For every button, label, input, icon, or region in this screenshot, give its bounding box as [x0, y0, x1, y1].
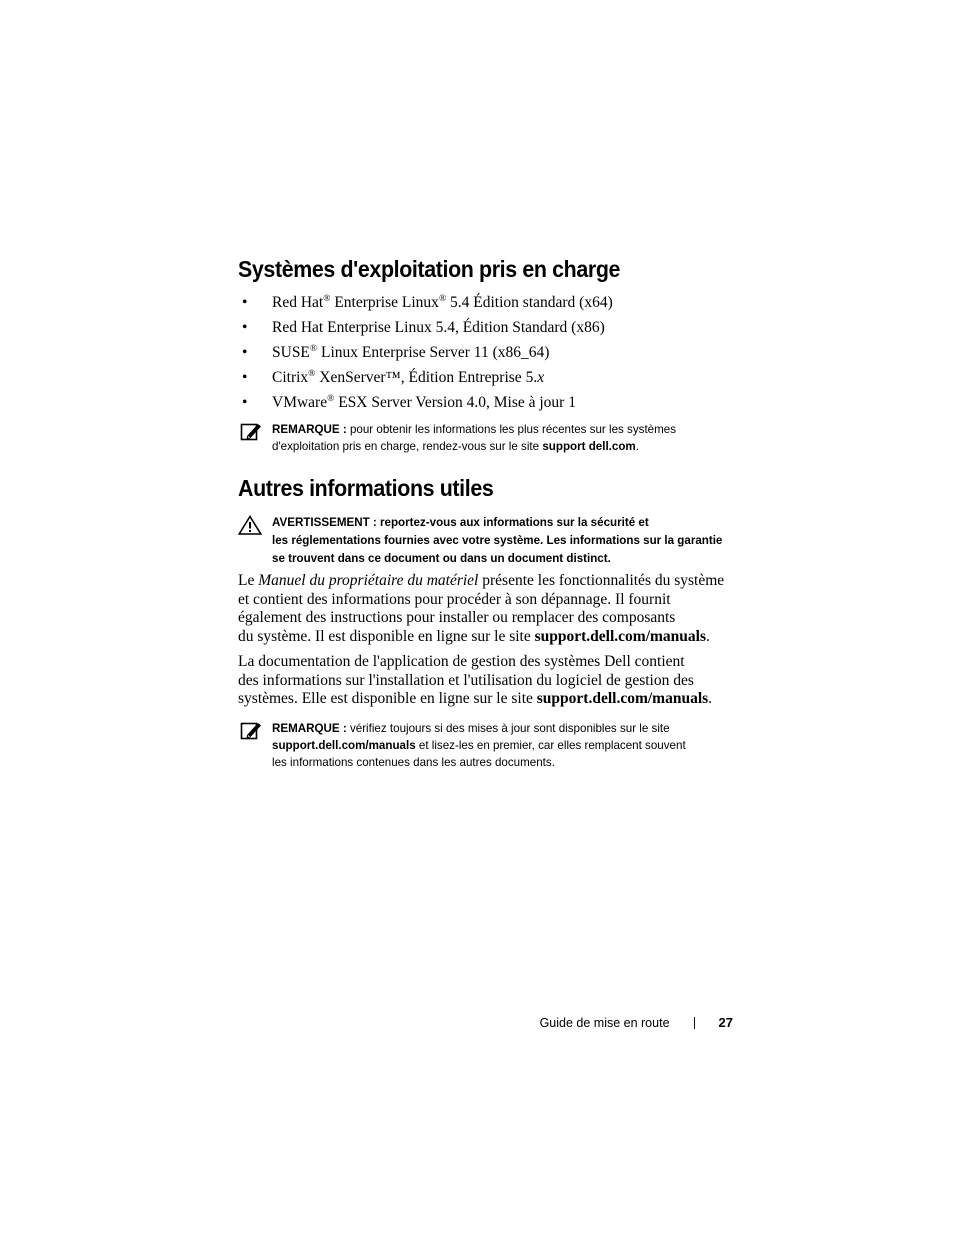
- page-number: 27: [718, 1015, 733, 1030]
- pencil-note-icon: [240, 421, 262, 443]
- para-text: La documentation de l'application de gestion des systèmes Dell contient: [238, 653, 685, 670]
- para-text: et contient des informations pour procéder à son dépannage. Il fournit: [238, 590, 671, 608]
- list-item: [238, 342, 613, 367]
- warning-text: reportez-vous aux informations sur la sécurité et: [380, 516, 649, 529]
- list-item: [238, 367, 613, 392]
- note-text: et lisez-les en premier, car elles remplacent souvent: [415, 739, 686, 752]
- warning-text: se trouvent dans ce document ou dans un document distinct.: [272, 552, 611, 565]
- registered-mark: ®: [438, 294, 447, 304]
- list-item: [238, 392, 613, 417]
- list-item: [238, 317, 613, 342]
- item-text: XenServer™, Édition Entreprise 5.: [315, 369, 538, 386]
- note-text: pour obtenir les informations les plus récentes sur les systèmes: [349, 423, 677, 436]
- page-footer: [540, 1015, 733, 1030]
- bullet: •: [242, 369, 248, 386]
- warning-text: les réglementations fournies avec votre système. Les informations sur la garantie: [272, 534, 723, 547]
- list-item: [238, 292, 613, 317]
- item-text: 5.4 Édition standard (x64): [446, 294, 613, 311]
- note-label: REMARQUE :: [272, 423, 347, 436]
- bullet: •: [242, 394, 248, 411]
- registered-mark: ®: [308, 369, 316, 379]
- footer-title: Guide de mise en route: [539, 1015, 670, 1030]
- note-label: REMARQUE :: [272, 722, 347, 735]
- registered-mark: ®: [309, 344, 318, 354]
- manuals-link[interactable]: support.dell.com/manuals: [536, 690, 709, 708]
- registered-mark: ®: [323, 294, 331, 304]
- item-text: Red Hat: [272, 294, 324, 311]
- os-list: [238, 292, 613, 417]
- item-text: ESX Server Version 4.0, Mise à jour 1: [334, 394, 576, 411]
- warning-block: [238, 514, 738, 568]
- manuals-link[interactable]: support.dell.com/manuals: [534, 628, 706, 646]
- note-text: vérifiez toujours si des mises à jour sont disponibles sur le site: [349, 722, 670, 735]
- note-updates: [238, 720, 738, 771]
- manual-title: Manuel du propriétaire du matériel: [258, 572, 479, 589]
- paragraph-systems-management: [238, 653, 738, 709]
- note-text: les informations contenues dans les autres documents.: [272, 756, 555, 769]
- item-text-italic: x: [537, 369, 545, 386]
- note-text: d'exploitation pris en charge, rendez-vous sur le site: [272, 440, 540, 453]
- registered-mark: ®: [327, 394, 335, 404]
- para-text: présente les fonctionnalités du système: [478, 572, 725, 589]
- para-text: .: [708, 690, 713, 708]
- paragraph-owners-manual: [238, 572, 738, 647]
- bullet: •: [242, 344, 248, 361]
- item-text: SUSE: [272, 344, 310, 361]
- para-text: également des instructions pour installer ou remplacer des composants: [238, 609, 676, 627]
- manuals-link[interactable]: support.dell.com/manuals: [272, 739, 416, 752]
- item-text: Linux Enterprise Server 11 (x86_64): [317, 344, 550, 361]
- para-text: des informations sur l'installation et l'utilisation du logiciel de gestion des: [238, 671, 694, 689]
- item-text: VMware: [272, 394, 328, 411]
- para-text: Le: [238, 572, 259, 589]
- para-text: du système. Il est disponible en ligne sur le site: [238, 628, 535, 646]
- note-os: [238, 421, 738, 455]
- heading-other-info: Autres informations utiles: [238, 475, 494, 501]
- note-text: .: [635, 440, 639, 453]
- warning-label: AVERTISSEMENT :: [272, 516, 377, 529]
- bullet: •: [242, 294, 248, 311]
- support-link[interactable]: support dell.com: [542, 440, 636, 453]
- warning-triangle-icon: [238, 515, 262, 535]
- footer-divider: [694, 1017, 695, 1029]
- heading-supported-os: Systèmes d'exploitation pris en charge: [238, 256, 621, 282]
- item-text: Enterprise Linux: [330, 294, 439, 311]
- item-text: Red Hat Enterprise Linux 5.4, Édition Standard (x86): [272, 319, 605, 336]
- bullet: •: [242, 319, 248, 336]
- pencil-note-icon: [240, 720, 262, 742]
- para-text: .: [706, 628, 710, 646]
- item-text: Citrix: [272, 369, 309, 386]
- para-text: systèmes. Elle est disponible en ligne sur le site: [238, 690, 537, 708]
